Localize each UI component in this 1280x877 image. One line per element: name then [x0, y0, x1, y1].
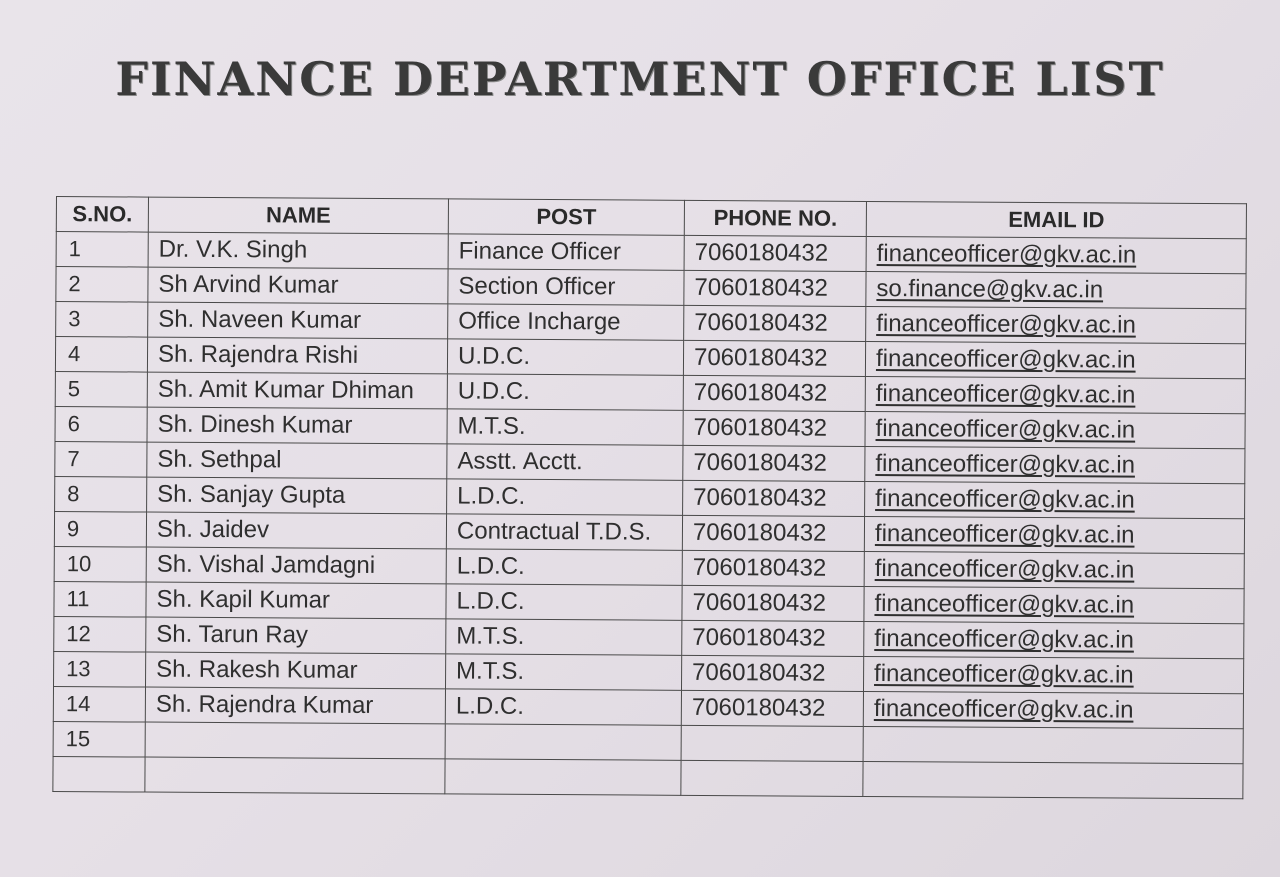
cell-phone: 7060180432 — [681, 655, 863, 691]
cell-phone: 7060180432 — [683, 480, 865, 516]
cell-name: Sh. Sanjay Gupta — [147, 477, 447, 514]
cell-name: Sh. Rajendra Kumar — [145, 687, 445, 724]
cell-phone: 7060180432 — [682, 620, 864, 656]
cell-phone: 7060180432 — [684, 305, 866, 341]
cell-name: Sh. Jaidev — [146, 512, 446, 549]
cell-sno: 14 — [53, 686, 145, 722]
cell-phone: 7060180432 — [684, 235, 866, 271]
cell-post: M.T.S. — [445, 654, 681, 690]
cell-email: financeofficer@gkv.ac.in — [863, 656, 1243, 693]
cell-name: Sh. Vishal Jamdagni — [146, 547, 446, 584]
cell-sno: 5 — [55, 371, 147, 407]
cell-email: financeofficer@gkv.ac.in — [865, 446, 1245, 483]
header-sno: S.NO. — [56, 197, 148, 233]
cell-sno — [53, 756, 145, 792]
cell-sno: 6 — [55, 406, 147, 442]
cell-sno: 15 — [53, 721, 145, 757]
cell-post: U.D.C. — [447, 374, 683, 410]
cell-post: Contractual T.D.S. — [446, 514, 682, 550]
cell-name: Sh. Tarun Ray — [146, 617, 446, 654]
cell-email: financeofficer@gkv.ac.in — [865, 341, 1245, 378]
cell-post — [445, 724, 681, 760]
cell-post: Finance Officer — [448, 234, 684, 270]
cell-email — [863, 761, 1243, 798]
cell-email: so.finance@gkv.ac.in — [866, 271, 1246, 308]
cell-email: financeofficer@gkv.ac.in — [864, 516, 1244, 553]
cell-name: Sh Arvind Kumar — [148, 267, 448, 304]
cell-sno: 9 — [54, 511, 146, 547]
cell-sno: 3 — [56, 302, 148, 338]
header-post: POST — [448, 199, 684, 235]
cell-name — [145, 722, 445, 759]
cell-sno: 2 — [56, 267, 148, 303]
cell-name: Sh. Dinesh Kumar — [147, 407, 447, 444]
cell-post — [445, 759, 681, 795]
cell-post: L.D.C. — [447, 479, 683, 515]
cell-phone: 7060180432 — [683, 340, 865, 376]
header-phone: PHONE NO. — [684, 200, 866, 236]
cell-email: financeofficer@gkv.ac.in — [864, 551, 1244, 588]
cell-post: M.T.S. — [446, 619, 682, 655]
cell-post: L.D.C. — [445, 689, 681, 725]
cell-phone: 7060180432 — [683, 410, 865, 446]
cell-name — [145, 757, 445, 794]
cell-name: Dr. V.K. Singh — [148, 232, 448, 269]
cell-email — [863, 726, 1243, 763]
cell-email: financeofficer@gkv.ac.in — [864, 621, 1244, 658]
cell-email: financeofficer@gkv.ac.in — [865, 481, 1245, 518]
header-name: NAME — [148, 197, 448, 234]
cell-post: Section Officer — [448, 269, 684, 305]
cell-sno: 7 — [55, 441, 147, 477]
cell-name: Sh. Naveen Kumar — [148, 302, 448, 339]
cell-sno: 1 — [56, 232, 148, 268]
cell-name: Sh. Kapil Kumar — [146, 582, 446, 619]
cell-sno: 4 — [55, 337, 147, 373]
cell-phone: 7060180432 — [684, 270, 866, 306]
table-row — [53, 756, 1243, 798]
cell-post: Office Incharge — [448, 304, 684, 340]
page-title: FINANCE DEPARTMENT OFFICE LIST — [115, 52, 1165, 106]
cell-sno: 12 — [54, 616, 146, 652]
cell-post: U.D.C. — [447, 339, 683, 375]
cell-email: financeofficer@gkv.ac.in — [866, 306, 1246, 343]
cell-email: financeofficer@gkv.ac.in — [864, 586, 1244, 623]
table-body — [53, 232, 1246, 799]
cell-phone — [681, 760, 863, 796]
cell-post: L.D.C. — [446, 549, 682, 585]
cell-phone: 7060180432 — [682, 550, 864, 586]
cell-name: Sh. Amit Kumar Dhiman — [147, 372, 447, 409]
cell-email: financeofficer@gkv.ac.in — [865, 411, 1245, 448]
cell-phone: 7060180432 — [683, 445, 865, 481]
header-email: EMAIL ID — [866, 201, 1246, 238]
cell-phone — [681, 725, 863, 761]
office-list-table — [52, 196, 1247, 799]
cell-post: Asstt. Acctt. — [447, 444, 683, 480]
cell-name: Sh. Sethpal — [147, 442, 447, 479]
cell-phone: 7060180432 — [682, 585, 864, 621]
cell-email: financeofficer@gkv.ac.in — [865, 376, 1245, 413]
cell-post: L.D.C. — [446, 584, 682, 620]
cell-name: Sh. Rajendra Rishi — [147, 337, 447, 374]
cell-post: M.T.S. — [447, 409, 683, 445]
cell-email: financeofficer@gkv.ac.in — [866, 236, 1246, 273]
cell-phone: 7060180432 — [683, 375, 865, 411]
cell-email: financeofficer@gkv.ac.in — [863, 691, 1243, 728]
cell-phone: 7060180432 — [681, 690, 863, 726]
cell-sno: 10 — [54, 546, 146, 582]
cell-sno: 8 — [55, 476, 147, 512]
cell-sno: 11 — [54, 581, 146, 617]
cell-sno: 13 — [54, 651, 146, 687]
cell-phone: 7060180432 — [682, 515, 864, 551]
cell-name: Sh. Rakesh Kumar — [146, 652, 446, 689]
